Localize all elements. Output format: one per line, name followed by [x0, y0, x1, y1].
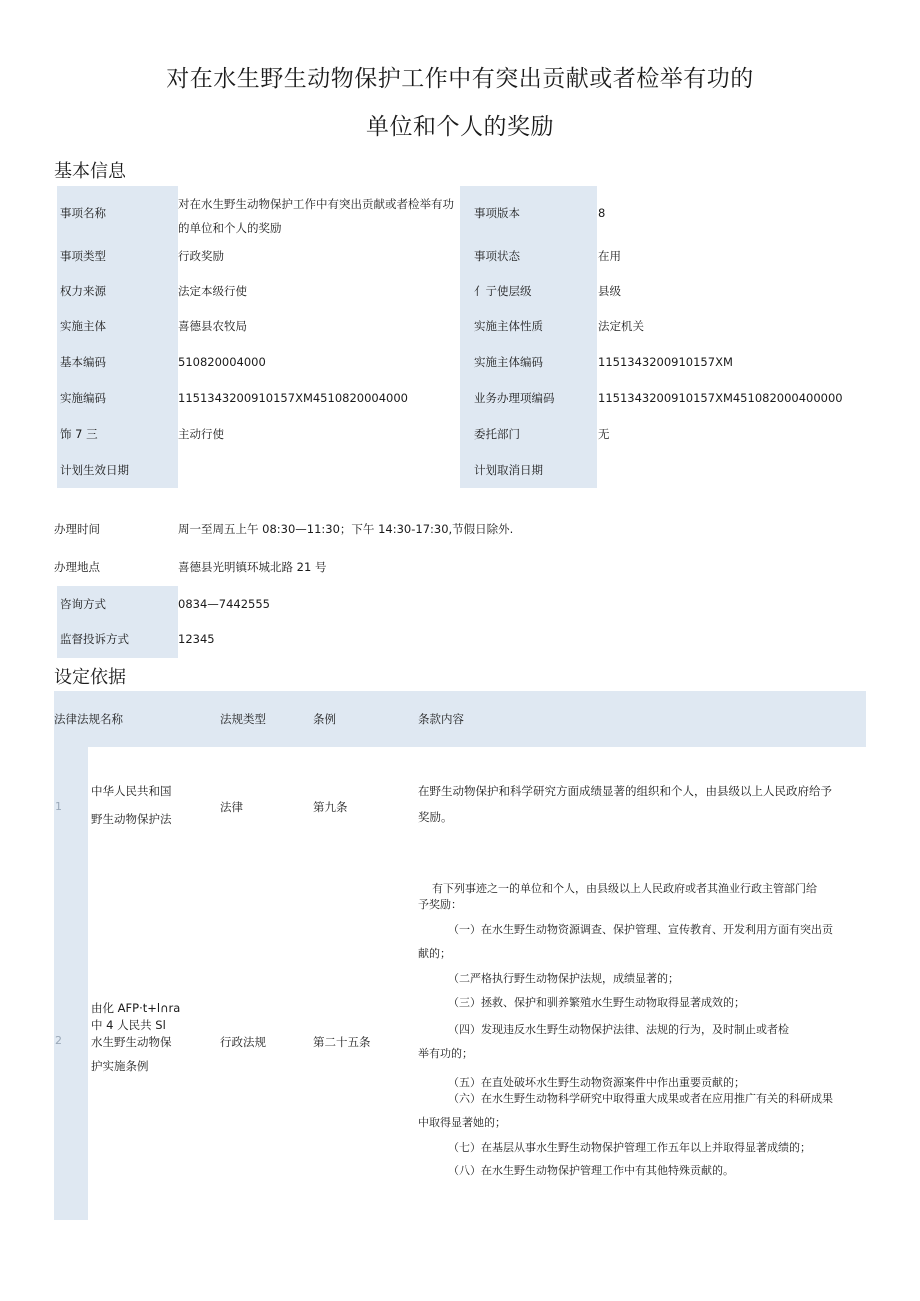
complaint-label: 监督投诉方式: [60, 632, 129, 646]
basis-row1-number: 1: [55, 800, 62, 813]
service-place-value: 喜德县光明镇环城北路 21 号: [178, 560, 327, 574]
subject-nature-label: 实施主体性质: [474, 319, 543, 333]
consult-value: 0834—7442555: [178, 597, 270, 611]
content-line: 有下列事迹之一的单位和个人，由县级以上人民政府或者其渔业行政主管部门给: [432, 882, 817, 895]
page-title-line-2: 单位和个人的奖励: [366, 114, 554, 140]
item-type-label: 事项类型: [60, 249, 106, 263]
basis-header-content: 条款内容: [418, 712, 464, 726]
item-status-value: 在用: [598, 249, 621, 263]
entrust-dept-label: 委托部门: [474, 427, 520, 441]
content-line: 献的；: [418, 947, 451, 960]
basis-row2-name-line4: 护实施条例: [91, 1059, 149, 1073]
consult-label: 咨询方式: [60, 597, 106, 611]
power-source-label: 权力来源: [60, 284, 106, 298]
basis-row1-type: 法律: [220, 800, 243, 814]
content-line: 予奖励：: [418, 898, 462, 911]
service-place-label: 办理地点: [54, 560, 100, 574]
item-name-value-line2: 的单位和个人的奖励: [178, 221, 282, 235]
content-line: （五）在直处破坏水生野生动物资源案件中作出重要贡献的；: [448, 1076, 745, 1089]
basis-row1-content-line2: 奖励。: [418, 810, 453, 824]
exercise-level-value: 县级: [598, 284, 621, 298]
entrust-dept-value: 无: [598, 427, 610, 441]
biz-code-label: 业务办理项编码: [474, 391, 555, 405]
basic-code-value: 510820004000: [178, 355, 266, 369]
basis-row1-name-line2: 野生动物保护法: [91, 812, 172, 826]
basis-row1-content-line1: 在野生动物保护和科学研究方面成绩显著的组织和个人，由县级以上人民政府给予: [418, 784, 832, 798]
item-version-value: 8: [598, 206, 606, 220]
subject-value: 喜德县农牧局: [178, 319, 247, 333]
page-title-line-1: 对在水生野生动物保护工作中有突出贡献或者检举有功的: [166, 66, 754, 92]
basis-row2-name-line2: 中 4 人民共 Sl: [91, 1018, 166, 1032]
basis-row1-name-line1: 中华人民共和国: [91, 784, 172, 798]
item-name-label: 事项名称: [60, 206, 106, 220]
content-line: 举有功的；: [418, 1047, 473, 1060]
content-line: （八）在水生野生动物保护管理工作中有其他特殊贡献的。: [448, 1164, 734, 1177]
content-line: （七）在基层从事水生野生动物保护管理工作五年以上并取得显著成绩的；: [448, 1141, 811, 1154]
service-time-label: 办理时间: [54, 522, 100, 536]
exercise-mode-label: 饰 7 三: [60, 427, 98, 441]
content-line: （三）拯救、保护和驯养繁殖水生野生动物取得显著成效的；: [448, 996, 745, 1009]
basis-row1-article: 第九条: [313, 800, 348, 814]
basis-header-type: 法规类型: [220, 712, 266, 726]
power-source-value: 法定本级行使: [178, 284, 247, 298]
plan-start-label: 计划生效日期: [60, 463, 129, 477]
content-line: （一）在水生野生动物资源调查、保护管理、宣传教育、开发利用方面有突出贡: [448, 923, 833, 936]
content-line: （二严格执行野生动物保护法规，成绩显著的；: [448, 972, 679, 985]
complaint-value: 12345: [178, 632, 215, 646]
plan-cancel-label: 计划取消日期: [474, 463, 543, 477]
basic-code-label: 基本编码: [60, 355, 106, 369]
basis-header-article: 条例: [313, 712, 336, 726]
subject-nature-value: 法定机关: [598, 319, 644, 333]
subject-code-value: 1151343200910157XM: [598, 355, 733, 369]
basis-number-column: [54, 747, 88, 1220]
service-time-value: 周一至周五上午 08:30—11:30；下午 14:30-17:30,节假日除外.: [178, 522, 514, 536]
content-line: 中取得显著她的；: [418, 1116, 506, 1129]
impl-code-label: 实施编码: [60, 391, 106, 405]
basis-row2-name-line1: 由化 AFP·t+l∩ra: [91, 1001, 181, 1015]
subject-code-label: 实施主体编码: [474, 355, 543, 369]
content-line: （六）在水生野生动物科学研究中取得重大成果或者在应用推广有关的科研成果: [448, 1092, 833, 1105]
item-name-value-line1: 对在水生野生动物保护工作中有突出贡献或者检举有功: [178, 197, 454, 211]
basis-row2-name-line3: 水生野生动物保: [91, 1035, 172, 1049]
section-heading-basic-info: 基本信息: [54, 161, 126, 182]
content-line: （四）发现违反水生野生动物保护法律、法规的行为，及时制止或者检: [448, 1023, 789, 1036]
section-heading-basis: 设定依据: [54, 667, 126, 688]
basis-header-name: 法律法规名称: [54, 712, 123, 726]
item-version-label: 事项版本: [474, 206, 520, 220]
item-status-label: 事项状态: [474, 249, 520, 263]
biz-code-value: 1151343200910157XM451082000400000: [598, 391, 843, 405]
impl-code-value: 1151343200910157XM4510820004000: [178, 391, 408, 405]
item-type-value: 行政奖励: [178, 249, 224, 263]
exercise-mode-value: 主动行使: [178, 427, 224, 441]
subject-label: 实施主体: [60, 319, 106, 333]
basis-row2-type: 行政法规: [220, 1035, 266, 1049]
basis-row2-number: 2: [55, 1034, 62, 1047]
basis-row2-article: 第二十五条: [313, 1035, 371, 1049]
exercise-level-label: 亻亍使层级: [474, 284, 532, 298]
